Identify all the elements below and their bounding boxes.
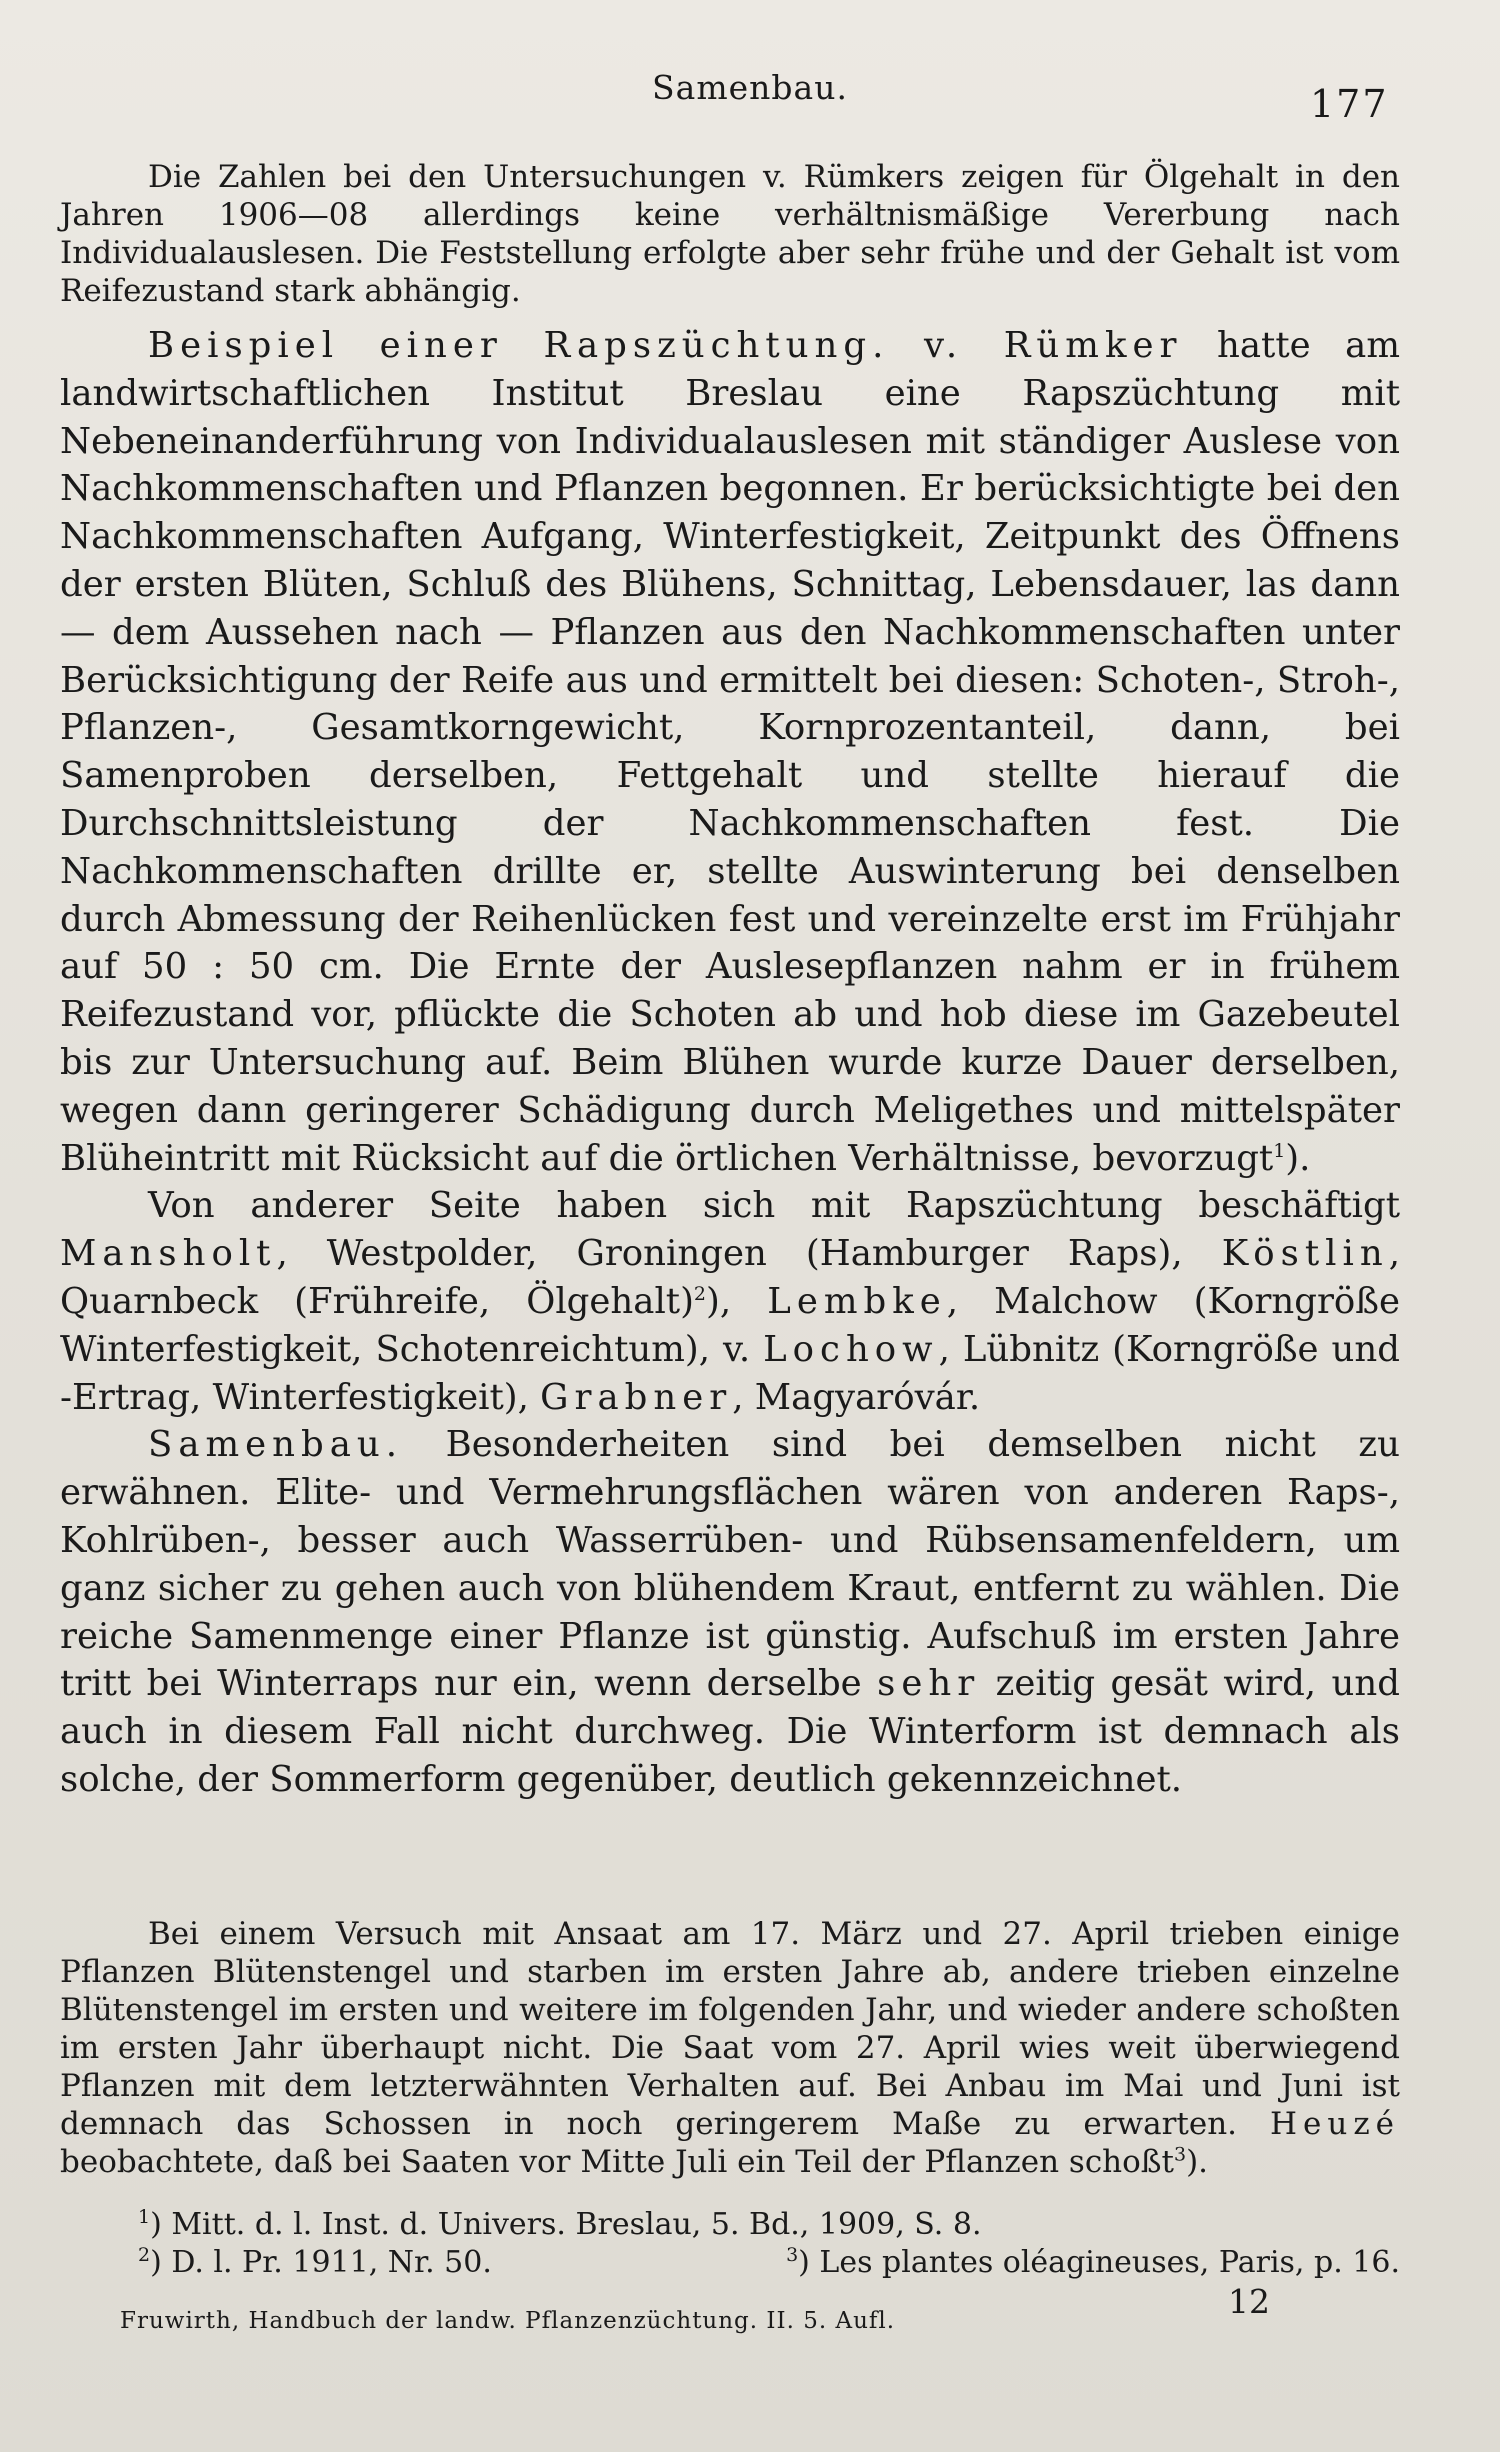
printer-signature: Fruwirth, Handbuch der landw. Pflanzenzüchtung. II. 5. Aufl. [120,2308,896,2334]
main-body [60,322,1400,1804]
signature-number: 12 [1228,2282,1270,2321]
emphasis-sehr: sehr [877,1663,981,1705]
andere-text-5: , Malchow (Korngröße Winterfestigkeit, Schotenreichtum), v. [60,1280,1401,1370]
andere-text-6: , Lübnitz (Korngröße und -Ertrag, Winterfestigkeit), [60,1328,1400,1418]
versuch-text-3: ). [1186,2144,1209,2180]
intro-paragraph [60,158,1400,310]
samenbau-text-1: Besonderheiten sind bei demselben nicht zu erwähnen. Elite- und Vermehrungsflächen wären von anderen Raps-, Kohlrüben-, besser auch Wasserrüben- und Rübsensamenfeldern, um ganz sicher zu gehen auch von blühendem Kraut, entfernt zu wählen. Die reiche Samenmenge einer Pflanze ist günstig. Aufschuß im ersten Jahre tritt bei Winterraps nur ein, wenn derselbe [60,1424,1400,1705]
andere-text-2: , Westpolder, Groningen (Hamburger Raps), [276,1233,1222,1275]
intro-text: Die Zahlen bei den Untersuchungen v. Rümkers zeigen für Ölgehalt in den Jahren 1906—08 allerdings keine verhältnismäßige Vererbung nach Individualauslesen. Die Feststellung erfolgte aber sehr frühe und der Gehalt ist vom Reifezustand stark abhängig. [60,159,1400,309]
author-heuze: Heuzé [1269,2106,1400,2142]
samenbau-heading: Samenbau. [148,1424,404,1466]
footnote-ref-3: 3 [1173,2143,1187,2166]
footnote-2-text: ) D. l. Pr. 1911, Nr. 50. [150,2245,492,2280]
andere-text-1: Von anderer Seite haben sich mit Rapszüchtung beschäftigt [148,1185,1400,1227]
author-lochow: Lochow [763,1328,939,1370]
beispiel-text: hatte am landwirtschaftlichen Institut Breslau eine Rapszüchtung mit Nebeneinanderführung von Individualauslesen mit ständiger Auslese von Nachkommenschaften und Pflanzen begonnen. Er berücksichtigte bei den Nachkommenschaften Aufgang, Winterfestigkeit, Zeitpunkt des Öffnens der ersten Blüten, Schluß des Blühens, Schnittag, Lebensdauer, las dann — dem Aussehen nach — Pflanzen aus den Nachkommenschaften unter Berücksichtigung der Reife aus und ermittelt bei diesen: Schoten-, Stroh-, Pflanzen-, Gesamtkorngewicht, Kornprozentanteil, dann, bei Samenproben derselben, Fettgehalt und stellte hierauf die Durchschnittsleistung der Nachkommenschaften fest. Die Nachkommenschaften drillte er, stellte Auswinterung bei denselben durch Abmessung der Reihenlücken fest und vereinzelte erst im Frühjahr auf 50 : 50 cm. Die Ernte der Auslesepflanzen nahm er in frühem Reifezustand vor, pflückte die Schoten ab und hob diese im Gazebeutel bis zur Untersuchung auf. Beim Blühen wurde kurze Dauer derselben, wegen dann geringerer Schädigung durch Meligethes und mittelspäter Blüheintritt mit Rücksicht auf die örtlichen Verhältnisse, bevorzugt [60,325,1400,1179]
footnote-ref-2: 2 [693,1283,707,1306]
footnote-1-text: ) Mitt. d. l. Inst. d. Univers. Breslau, 5. Bd., 1909, S. 8. [150,2207,982,2242]
footnotes [60,2206,1400,2282]
author-lembke: Lembke [767,1280,947,1322]
author-koestlin: Köstlin [1221,1233,1389,1275]
page-number: 177 [1310,82,1389,126]
beispiel-text-end: ). [1285,1137,1311,1179]
beispiel-paragraph [60,322,1400,1182]
footnote-1 [60,2206,1400,2244]
versuch-text [60,1915,1400,2181]
author-ruemker: v. Rümker [924,325,1183,366]
footnote-3-mark: 3 [786,2244,799,2266]
versuch-text-2: beobachtete, daß bei Saaten vor Mitte Juli ein Teil der Pflanzen schoßt [60,2144,1174,2180]
andere-text-7: , Magyaróvár. [732,1376,981,1418]
versuch-text-1: Bei einem Versuch mit Ansaat am 17. März und 27. April trieben einige Pflanzen Blütenstengel und starben im ersten Jahre ab, andere trieben einzelne Blütenstengel im ersten und weitere im folgenden Jahr, und wieder andere schoßten im ersten Jahr überhaupt nicht. Die Saat vom 27. April wies weit überwiegend Pflanzen mit dem letzterwähnten Verhalten auf. Bei Anbau im Mai und Juni ist demnach das Schossen in noch geringerem Maße zu erwarten. [60,1916,1400,2142]
samenbau-text-2: zeitig gesät wird, und auch in diesem Fall nicht durchweg. Die Winterform ist demnach als solche, der Sommerform gegenüber, deutlich gekennzeichnet. [60,1663,1401,1800]
footnote-ref-1: 1 [1273,1139,1286,1162]
footnote-3 [786,2244,1400,2282]
footnote-line-2 [60,2244,1400,2282]
footnote-3-text: ) Les plantes oléagineuses, Paris, p. 16. [798,2245,1400,2280]
footnote-1-mark: 1 [138,2206,151,2228]
andere-text-4: ), [706,1280,768,1322]
footnote-2-mark: 2 [138,2244,151,2266]
andere-text-3: , Quarnbeck (Frühreife, Ölgehalt) [60,1233,1400,1322]
running-header: Samenbau. [652,68,848,107]
author-mansholt: Mansholt [60,1233,277,1275]
author-grabner: Grabner [540,1376,733,1418]
versuch-paragraph [60,1915,1400,2181]
samenbau-paragraph [60,1421,1400,1803]
andere-paragraph [60,1182,1400,1421]
beispiel-heading: Beispiel einer Rapszüchtung. [148,325,890,366]
footnote-2 [138,2244,786,2282]
